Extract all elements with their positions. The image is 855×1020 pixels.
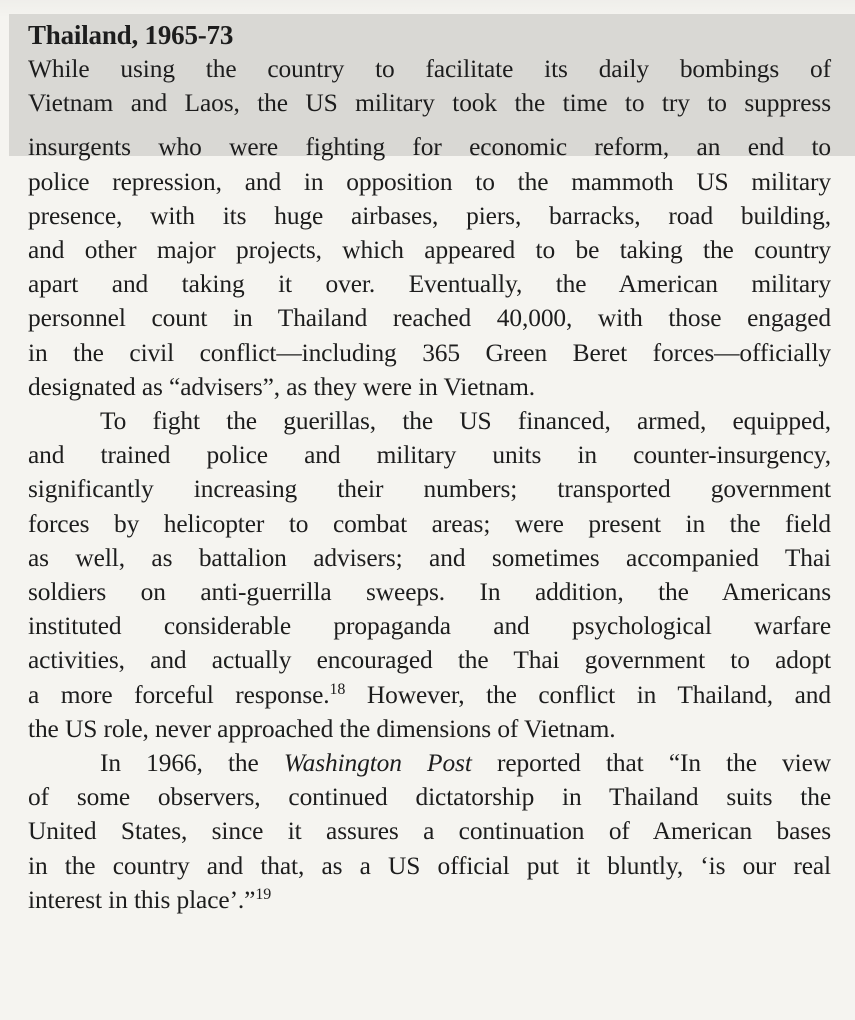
text-line: personnel count in Thailand reached 40,000, with those engaged xyxy=(28,304,831,333)
section-heading: Thailand, 1965-73 xyxy=(28,20,234,50)
text-line: While using the country to facilitate its daily bombings of xyxy=(28,55,831,83)
text-line: To fight the guerillas, the US financed, armed, equipped, xyxy=(100,407,831,436)
text-line: significantly increasing their numbers; transported government xyxy=(28,475,831,504)
page-content xyxy=(28,18,831,917)
text-line: soldiers on anti-guerrilla sweeps. In addition, the Americans xyxy=(28,578,831,607)
text-line: designated as “advisers”, as they were in Vietnam. xyxy=(28,372,535,401)
paragraph-2 xyxy=(28,404,831,746)
text-line: police repression, and in opposition to the mammoth US military xyxy=(28,167,831,196)
text-line: apart and taking it over. Eventually, the American military xyxy=(28,270,831,299)
text-line: as well, as battalion advisers; and sometimes accompanied Thai xyxy=(28,543,831,572)
text-line: activities, and actually encouraged the Thai government to adopt xyxy=(28,646,831,675)
text-line: Vietnam and Laos, the US military took the time to try to suppress xyxy=(28,89,831,118)
text-line: and trained police and military units in counter-insurgency, xyxy=(28,441,831,470)
text-line: presence, with its huge airbases, piers, barracks, road building, xyxy=(28,201,831,230)
text-fragment: reported that “In the view xyxy=(471,749,832,778)
text-line: instituted considerable propaganda and psychological warfare xyxy=(28,612,831,641)
text-line xyxy=(28,746,831,780)
text-line: of some observers, continued dictatorship in Thailand suits the xyxy=(28,783,831,812)
text-line: United States, since it assures a continuation of American bases xyxy=(28,817,831,846)
publication-title: Washington Post xyxy=(283,749,472,778)
text-line: and other major projects, which appeared to be taking the country xyxy=(28,236,831,265)
text-line: forces by helicopter to combat areas; were present in the field xyxy=(28,509,831,538)
text-line xyxy=(28,678,831,712)
shade-gap xyxy=(28,120,831,130)
text-fragment: However, the conflict in Thailand, and xyxy=(345,680,831,709)
text-line xyxy=(28,883,831,917)
text-fragment: interest in this place’.” xyxy=(28,885,256,914)
footnote-marker: 18 xyxy=(329,680,346,698)
text-line: insurgents who were fighting for economic reform, an end to xyxy=(28,133,831,162)
text-line: in the country and that, as a US official put it bluntly, ‘is our real xyxy=(28,851,831,880)
paragraph-1 xyxy=(28,52,831,404)
text-fragment: In 1966, the xyxy=(100,749,284,778)
text-line: the US role, never approached the dimensions of Vietnam. xyxy=(28,714,616,743)
footnote-marker: 19 xyxy=(255,885,272,903)
paragraph-3 xyxy=(28,746,831,917)
text-line: in the civil conflict—including 365 Green Beret forces—officially xyxy=(28,338,831,367)
text-fragment: a more forceful response. xyxy=(28,680,330,709)
